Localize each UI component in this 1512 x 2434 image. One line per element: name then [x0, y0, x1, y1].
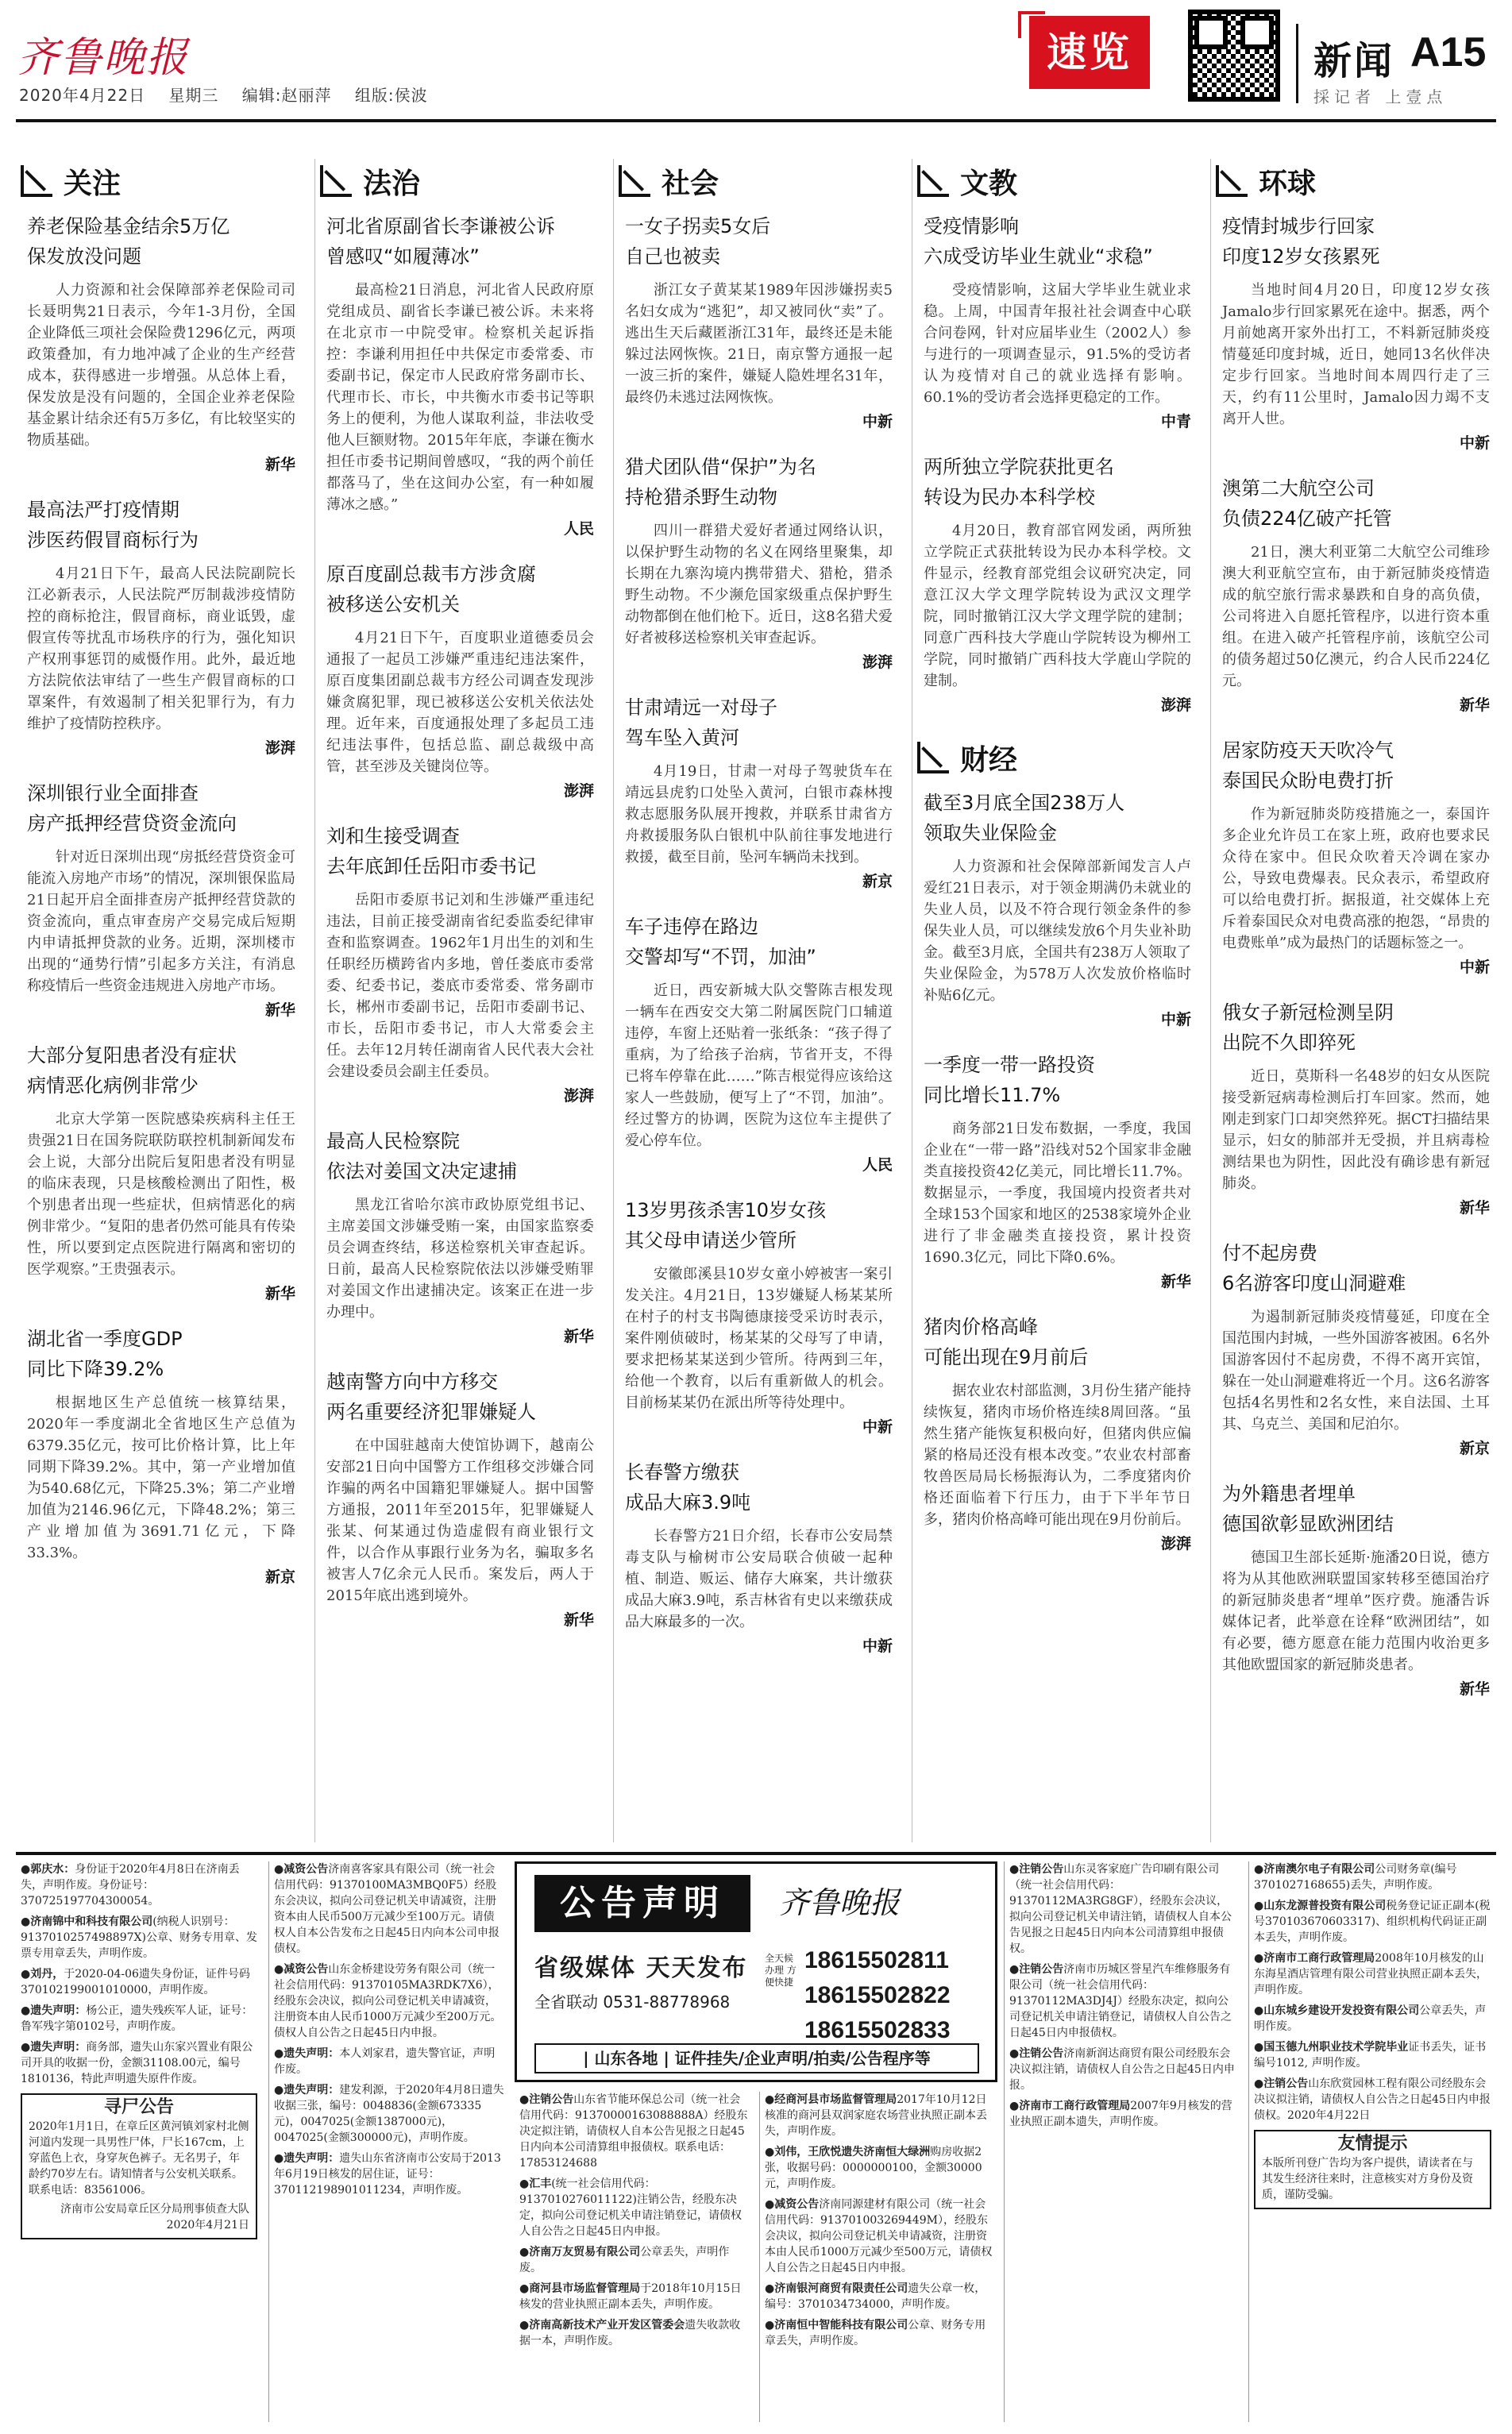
classified-item [765, 2281, 993, 2312]
notice-ad-box [515, 1861, 997, 2082]
story-source: 中新 [862, 1637, 893, 1655]
story-headline: 河北省原副省长李谦被公诉 曾感叹“如履薄冰” [326, 215, 555, 268]
story-body: 4月21日下午，百度职业道德委员会通报了一起员工涉嫌严重违纪违法案件，原百度集团副总裁韦方经公司调查发现涉嫌贪腐犯罪，现已被移送公安机关依法处理。近年来，百度通报处理了多起员工违纪违法事件，包括总监、副总裁级中高管，甚至涉及关键岗位等。 [326, 630, 594, 775]
classified-item-text: 证书丢失，证书编号1012, 声明作废。 [1254, 2041, 1487, 2069]
classified-item [1254, 1861, 1491, 1893]
story-source: 新华 [264, 1285, 295, 1302]
classified-item-text: 商务部，遗失山东家兴置业有限公司开具的收据一份，金额31108.00元，编号1810136，特此声明遗失原件作废。 [21, 2041, 253, 2085]
story-body: 四川一群猎犬爱好者通过网络认识，以保护野生动物的名义在网络里聚集，却长期在九寨沟境内携带猎犬、猎枪，猎杀野生动物。不少濒危国家级重点保护野生动物都倒在他们枪下。近日，这8名猎犬爱好者被移送检察机关审查起诉。 [625, 523, 893, 646]
classified-item [274, 1861, 505, 1957]
section-heading [16, 159, 302, 203]
story-source: 新京 [264, 1568, 295, 1586]
section-arrow-icon [1216, 165, 1248, 197]
qr-code-icon [1188, 10, 1280, 102]
classified-column-6 [1248, 1861, 1496, 2422]
news-story [27, 495, 295, 758]
story-source: 澎湃 [862, 654, 893, 671]
classified-item-text: 山东欣赏园林工程有限公司经股东会决议拟注销，请债权人自公告之日起45日内申报债权。2020年4月22日 [1254, 2077, 1491, 2122]
issue-info [19, 83, 446, 106]
classified-item-title: ●济南万友贸易有限公司 [519, 2246, 641, 2258]
story-source: 中新 [1459, 434, 1490, 452]
section-heading [1211, 159, 1496, 203]
classified-item-text: 山东省节能环保总公司（统一社会信用代码：91370000163088888A）经股东决定拟注销，请债权人自本公告见报之日起45日内向本公司清算组申报债权。联系电话：17853124688 [519, 2093, 748, 2170]
layout-credit: 组版:侯波 [354, 86, 428, 105]
story-headline: 一女子拐卖5女后 自己也被卖 [625, 215, 771, 268]
classified-item-title: ●遗失声明： [21, 2004, 87, 2017]
story-source: 澎湃 [563, 782, 594, 800]
story-headline: 刘和生接受调查 去年底卸任岳阳市委书记 [326, 825, 536, 878]
news-story [625, 912, 893, 1175]
classified-item-title: ●注销公告 [519, 2093, 574, 2106]
classified-item-title: ●刘伟，王欣悦遗失济南恒大绿洲 [765, 2146, 931, 2158]
classified-item-title: ●济南市工商行政管理局 [1009, 2100, 1131, 2112]
classified-item-text: 于2018年10月15日核发的营业执照正副本丢失，声明作废。 [519, 2282, 742, 2311]
news-story [27, 211, 295, 474]
story-source: 新京 [1459, 1440, 1490, 1457]
classified-item-text: 遗失山东省济南市公安局于2013年6月19日核发的居住证，证号：370112198901011234，声明作废。 [274, 2152, 501, 2197]
story-body: 黑龙江省哈尔滨市政协原党组书记、主席姜国文涉嫌受贿一案，由国家监察委员会调查终结，移送检察机关审查起诉。日前，最高人民检察院依法以涉嫌受贿罪对姜国文作出逮捕决定。该案正在进一步办理中。 [326, 1197, 594, 1321]
story-headline: 原百度副总裁韦方涉贪腐 被移送公安机关 [326, 563, 536, 615]
story-source: 人民 [862, 1156, 893, 1174]
classified-item [21, 1914, 257, 1961]
story-body: 针对近日深圳出现“房抵经营贷资金可能流入房地产市场”的情况，深圳银保监局21日起开启全面排查房产抵押经营贷款的资金流向，重点审查房产交易完成后短期内申请抵押贷款的业务。近期，深圳楼市出现的“通势行情”引起多方关注，有消息称疫情后一些资金违规进入房地产市场。 [27, 849, 295, 994]
classified-item [519, 2092, 748, 2171]
story-headline: 甘肃靖远一对母子 驾车坠入黄河 [625, 696, 777, 749]
news-story [924, 452, 1191, 715]
section-name: 新闻 [1313, 39, 1395, 83]
ad-footer: | 山东各地 | 证件挂失/企业声明/拍卖/公告程序等 [534, 2043, 979, 2073]
news-story [625, 692, 893, 891]
story-headline: 疫情封城步行回家 印度12岁女孩累死 [1222, 215, 1380, 268]
story-body: 在中国驻越南大使馆协调下，越南公安部21日向中国警方工作组移交涉嫌合同诈骗的两名中国籍犯罪嫌疑人。据中国警方通报，2011年至2015年，犯罪嫌疑人张某、何某通过伪造虚假有商业银行文件，以合作从事跟行业务为名，骗取多名被害人7亿余元人民币。案发后，两人于2015年底出逃到境外。 [326, 1437, 594, 1604]
classified-item-text: 本人刘家君，遗失警官证，声明作废。 [274, 2047, 496, 2076]
reporter-line: 採记者 上壹点 [1313, 87, 1448, 106]
classified-item-text: 遗失公章一枚，编号：3701034734000，声明作废。 [765, 2282, 986, 2311]
classified-item [765, 2197, 993, 2276]
story-headline: 猎犬团队借“保护”为名 持枪猎杀野生动物 [625, 456, 816, 508]
story-headline: 一季度一带一路投资 同比增长11.7% [924, 1054, 1095, 1106]
masthead-rule [16, 119, 1496, 122]
story-body: 受疫情影响，这届大学毕业生就业求稳。上周，中国青年报社社会调查中心联合问卷网，针对应届毕业生（2002人）参与进行的一项调查显示，91.5%的受访者认为疫情对自己的就业选择有影响。60.1%的受访者会选择更稳定的工作。 [924, 282, 1191, 406]
news-column [314, 159, 600, 1842]
news-column [613, 159, 899, 1842]
classified-item [765, 2317, 993, 2349]
story-body: 为遏制新冠肺炎疫情蔓延，印度在全国范围内封城，一些外国游客被困。6名外国游客因付不起房费，不得不离开宾馆，躲在一处山洞避难将近一个月。这6名游客包括4名男性和2名女性，来自法国、土耳其、乌克兰、美国和尼泊尔。 [1222, 1309, 1490, 1433]
story-source: 新华 [264, 456, 295, 473]
news-column [16, 159, 302, 1842]
classified-item-text: 山东金桥建设劳务有限公司（统一社会信用代码：91370105MA3RDK7X6），经股东会决议，拟向公司登记机关申请减资，注册资本由人民币1000万元减少至200万元。债权人自公告之日起45日内申报。 [274, 1963, 502, 2039]
classified-item-title: ●遗失声明： [274, 2084, 340, 2096]
classified-item [274, 2082, 505, 2146]
classified-item-title: ●注销公告 [1009, 1863, 1064, 1876]
story-headline: 13岁男孩杀害10岁女孩 其父母申请送少管所 [625, 1199, 827, 1252]
story-source: 中青 [1160, 413, 1191, 430]
story-source: 人民 [563, 520, 594, 538]
story-source: 澎湃 [264, 739, 295, 757]
classified-item-title: ●刘丹， [21, 1968, 64, 1981]
story-source: 新华 [563, 1611, 594, 1629]
story-body: 作为新冠肺炎防疫措施之一，泰国许多企业允许员工在家上班，政府也要求民众待在家中。但民众吹着天冷调在家办公，导致电费爆表。民众表示，希望政府可以给电费打折。据报道，社交媒体上充斥着泰国民众对电费高涨的抱怨，“昂贵的电费账单”成为最热门的话题标签之一。 [1222, 806, 1490, 951]
news-area [16, 159, 1496, 1842]
news-story [1222, 997, 1490, 1217]
page-number: A15 [1410, 29, 1487, 75]
masthead [0, 0, 1512, 119]
classified-column-1 [16, 1861, 262, 2422]
story-headline: 湖北省一季度GDP 同比下降39.2% [27, 1328, 183, 1380]
section-arrow-icon [917, 165, 949, 197]
classified-item-text: 2008年10月核发的山东海星酒店管理有限公司营业执照正副本丢失，声明作废。 [1254, 1952, 1487, 1996]
classified-item-text: 济南喜客家具有限公司（统一社会信用代码：91370100MA3MBQ0F5）经股东会决议，拟向公司登记机关申请减资，注册资本由人民币500万元减少至100万元。请债权人自本公告发布之日起45日内向本公司申报债权。 [274, 1863, 499, 1955]
classified-item-text: 于2020-04-06遗失身份证，证件号码370102199001010000，声明作废。 [21, 1968, 250, 1996]
ad-phone-list [804, 1943, 951, 2048]
classified-item-title: ●遗失声明： [21, 2041, 87, 2054]
classified-item-text: 2007年9月核发的营业执照正副本遗失，声明作废。 [1009, 2100, 1232, 2128]
news-story [326, 211, 594, 538]
story-source: 新华 [1459, 1680, 1490, 1698]
ad-slogan: 省级媒体 天天发布 [534, 1954, 748, 1982]
classified-item [274, 2150, 505, 2198]
classified-item [21, 1966, 257, 1998]
story-headline: 养老保险基金结余5万亿 保发放没问题 [27, 215, 230, 268]
ad-title: 公告声明 [534, 1875, 750, 1932]
classified-column-2 [268, 1861, 510, 2422]
classified-item [519, 2176, 748, 2239]
news-story [924, 788, 1191, 1029]
classified-column-4 [759, 2092, 997, 2422]
classified-item-title: ●减资公告 [274, 1863, 329, 1876]
news-story [625, 1457, 893, 1656]
classified-item-title: ●汇丰 [519, 2177, 552, 2190]
section-arrow-icon [320, 165, 352, 197]
news-story [27, 1040, 295, 1303]
classified-item-title: ●山东龙源普投资有限公司 [1254, 1900, 1387, 1912]
story-source: 新华 [1160, 1273, 1191, 1290]
classified-item [519, 2317, 748, 2349]
classified-item-title: ●经商河县市场监督管理局 [765, 2093, 897, 2106]
classified-item [21, 2003, 257, 2035]
story-body: 浙江女子黄某某1989年因涉嫌拐卖5名妇女成为“逃犯”，却又被同伙“卖”了。逃出生天后藏匿浙江31年，最终还是未能躲过法网恢恢。21日，南京警方通报一起一波三折的案件，嫌疑人隐姓埋名31年，最终仍未逃过法网恢恢。 [625, 282, 893, 406]
classified-item [1009, 2098, 1237, 2130]
classified-item [21, 1861, 257, 1909]
section-arrow-icon [21, 165, 52, 197]
news-story [924, 1312, 1191, 1553]
story-body: 人力资源和社会保障部新闻发言人卢爱红21日表示，对于领金期满仍未就业的失业人员，以及不符合现行领金条件的参保失业人员，可以继续发放6个月失业补助金。截至3月底，全国共有238万人领取了失业保险金，为578万人次发放价格临时补贴6亿元。 [924, 858, 1191, 1004]
story-body: 4月19日，甘肃一对母子驾驶货车在靖远县虎豹口处坠入黄河，白银市森林搜救志愿服务队展开搜救，并联系甘肃省方舟救援服务队白银机中队前往事发地进行救援，截至目前，坠河车辆尚未找到。 [625, 763, 893, 866]
classified-item [1254, 1898, 1491, 1946]
story-source: 中新 [862, 413, 893, 430]
section-heading-text: 社会 [662, 167, 719, 200]
section-arrow-icon [619, 165, 650, 197]
classified-item-title: ●山东城乡建设开发投资有限公司 [1254, 2004, 1420, 2017]
story-headline: 最高人民检察院 依法对姜国文决定逮捕 [326, 1130, 517, 1182]
story-headline: 长春警方缴获 成品大麻3.9吨 [625, 1461, 751, 1514]
classified-item-text: 遗失收款收据一本，声明作废。 [519, 2319, 741, 2347]
section-heading [315, 159, 600, 203]
news-story [326, 821, 594, 1105]
news-story [326, 1126, 594, 1346]
classified-item-title: ●郭庆水： [21, 1863, 75, 1876]
news-story [625, 1195, 893, 1437]
story-source: 新华 [264, 1001, 295, 1019]
story-headline: 最高法严打疫情期 涉医药假冒商标行为 [27, 499, 199, 551]
story-body: 据农业农村部监测，3月份生猪产能持续恢复，猪肉市场价格连续8周回落。“虽然生猪产能恢复积极向好，但猪肉供应偏紧的格局还没有根本改变。”农业农村部畜牧兽医局局长杨振海认为，二季度猪肉价格还面临着下行压力，由于下半年节日多，猪肉价格高峰可能出现在9月份前后。 [924, 1383, 1191, 1528]
news-story [326, 1367, 594, 1630]
classified-item-text: 身份证于2020年4月8日在济南丢失，声明作废。身份证号：370725197704300054。 [21, 1863, 240, 1907]
classified-item [1009, 1961, 1237, 2041]
issue-weekday: 星期三 [168, 86, 219, 105]
story-headline: 越南警方向中方移交 两名重要经济犯罪嫌疑人 [326, 1371, 536, 1423]
classified-item [21, 2039, 257, 2087]
classified-item-title: ●济南澳尔电子有限公司 [1254, 1863, 1375, 1876]
story-body: 长春警方21日介绍，长春市公安局禁毒支队与榆树市公安局联合侦破一起种植、制造、贩运、储存大麻案，共计缴获成品大麻3.9吨，系吉林省有史以来缴获成品大麻最多的一次。 [625, 1528, 893, 1630]
classified-item [1009, 2046, 1237, 2093]
ad-mini-note: 全天候办理 方便快捷 [765, 1953, 796, 1988]
classified-item-text: 济南新润达商贸有限公司经股东会决议拟注销，请债权人自公告之日起45日内申报。 [1009, 2047, 1235, 2092]
news-story [27, 1324, 295, 1587]
news-story [1222, 1479, 1490, 1699]
ad-hotline: 全省联动 0531-88778968 [534, 1992, 731, 2012]
story-headline: 受疫情影响 六成受访毕业生就业“求稳” [924, 215, 1153, 268]
section-heading-text: 关注 [64, 167, 122, 200]
classified-rule [16, 1852, 1496, 1855]
classified-item-title: ●遗失声明： [274, 2152, 340, 2165]
newspaper-logo: 齐鲁晚报 [17, 34, 190, 82]
friendly-tip-box [1254, 2130, 1491, 2209]
story-body: 安徽郎溪县10岁女童小婷被害一案引发关注。4月21日，13岁嫌疑人杨某某所在村子的村支书陶德康接受采访时表示，案件刚侦破时，杨某某的父母写了申请，要求把杨某某送到少管所。待两到三年，给他一个教育，以后有重新做人的机会。目前杨某某仍在派出所等待处理中。 [625, 1266, 893, 1411]
classified-item-title: ●注销公告 [1254, 2077, 1309, 2090]
story-source: 澎湃 [563, 1087, 594, 1105]
news-story [924, 1050, 1191, 1291]
news-column [912, 159, 1198, 1842]
ad-phone: 18615502822 [804, 1982, 951, 2008]
story-headline: 车子违停在路边 交警却写“不罚，加油” [625, 916, 816, 968]
story-body: 4月21日下午，最高人民法院副院长江必新表示，人民法院严厉制裁涉疫情防控的商标抢注，假冒商标，商业诋毁，虚假宣传等扰乱市场秩序的行为，强化知识产权刑事惩罚的威慑作用。此外，最近地方法院依法审结了一些生产假冒商标的口罩案件，有效遏制了相关犯罪行为，有力维护了疫情防控秩序。 [27, 565, 295, 732]
classified-item-title: ●国玉德九州职业技术学院毕业 [1254, 2041, 1409, 2054]
news-story [924, 211, 1191, 431]
story-body: 近日，莫斯科一名48岁的妇女从医院接受新冠病毒检测后打车回家。然而，她刚走到家门口却突然猝死。据CT扫描结果显示，妇女的肺部并无受损，并且病毒检测结果也为阴性，因此没有确诊患有新冠肺炎。 [1222, 1068, 1490, 1192]
classified-item-title: ●济南锦中和科技有限公司 [21, 1915, 153, 1928]
classified-item-title: ●减资公告 [274, 1963, 329, 1976]
express-tag: 速览 [1029, 16, 1150, 89]
classified-item-text: 公章丢失，声明作废。 [519, 2246, 730, 2274]
story-headline: 澳第二大航空公司 负债224亿破产托管 [1222, 477, 1392, 530]
story-body: 21日，澳大利亚第二大航空公司维珍澳大利亚航空宣布，由于新冠肺炎疫情造成的航空旅行需求暴跌和自身的高负债，公司将进入自愿托管程序，以进行资本重组。在进入破产托管程序前，该航空公司的债务超过50亿澳元，约合人民币224亿元。 [1222, 544, 1490, 689]
news-story [1222, 211, 1490, 453]
story-headline: 居家防疫天天吹冷气 泰国民众盼电费打折 [1222, 739, 1394, 792]
story-headline: 截至3月底全国238万人 领取失业保险金 [924, 792, 1125, 844]
story-body: 商务部21日发布数据，一季度，我国企业在“一带一路”沿线对52个国家非金融类直接投资42亿美元，同比增长11.7%。数据显示，一季度，我国境内投资者共对全球153个国家和地区的2538家境外企业进行了非金融类直接投资，累计投资1690.3亿元，同比下降0.6%。 [924, 1121, 1191, 1266]
news-story [1222, 735, 1490, 977]
story-headline: 两所独立学院获批更名 转设为民办本科学校 [924, 456, 1114, 508]
news-story [1222, 1238, 1490, 1458]
classified-item-title: ●注销公告 [1009, 1963, 1064, 1976]
classified-item [1254, 2003, 1491, 2035]
story-headline: 深圳银行业全面排查 房产抵押经营贷资金流向 [27, 782, 237, 835]
story-body: 根据地区生产总值统一核算结果，2020年一季度湖北全省地区生产总值为6379.35亿元，按可比价格计算，比上年同期下降39.2%。其中，第一产业增加值为540.68亿元，下降25.3%；第二产业增加值为2146.96亿元，下降48.2%；第三产业增加值为3691.71亿元，下降33.3%。 [27, 1394, 295, 1561]
story-body: 4月20日，教育部官网发函，两所独立学院正式获批转设为民办本科学校。文件显示，经教育部党组会议研究决定，同意江汉大学文理学院转设为武汉文理学院，同时撤销江汉大学文理学院的建制；同意广西科技大学鹿山学院转设为柳州工学院，同时撤销广西科技大学鹿山学院的建制。 [924, 523, 1191, 689]
story-body: 最高检21日消息，河北省人民政府原党组成员、副省长李谦已被公诉。未来将在北京市一中院受审。检察机关起诉指控：李谦利用担任中共保定市委常委、市委副书记，保定市人民政府常务副市长、代理市长、市长，中共衡水市委书记等职务上的便利，为他人谋取利益，非法收受他人巨额财物。2015年年底，李谦在衡水担任市委书记期间曾感叹，“我的两个前任都落马了，坐在这间办公室，有一种如履薄冰之感。” [326, 282, 594, 513]
section-heading [614, 159, 899, 203]
section-heading [912, 159, 1198, 203]
classified-item-text: 公司财务章(编号3701027168655)丢失，声明作废。 [1254, 1863, 1457, 1892]
classified-item [765, 2092, 993, 2139]
ad-phone: 18615502811 [804, 1947, 949, 1973]
classified-item-text: 购房收据2张，收据号码：0000000100，金额30000元，声明作废。 [765, 2146, 982, 2190]
classified-item-text: (纳税人识别号：9137010257498897X)公章、财务专用章、发票专用章丢失，声明作废。 [21, 1915, 257, 1960]
classified-item-text: 公章丢失，声明作废。 [1254, 2004, 1487, 2033]
classified-item-text: (统一社会信用代码：9137010276011122)注销公告，经股东决定，拟向公司登记机关申请注销登记，请债权人自公告之日起45日内申报。 [519, 2177, 742, 2238]
story-body: 北京大学第一医院感染疾病科主任王贵强21日在国务院联防联控机制新闻发布会上说，大部分出院后复阳患者没有明显的临床表现，只是核酸检测出了阳性，极个别患者出现一些症状，但病情恶化的病例非常少。“复阳的患者仍然可能具有传染性，所以要到定点医院进行隔离和密切的医学观察。”王贵强表示。 [27, 1111, 295, 1278]
news-story [625, 211, 893, 431]
classified-item [519, 2281, 748, 2312]
seeking-notice [21, 2093, 257, 2239]
section-arrow-icon [917, 742, 949, 773]
classified-item-text: 山东灵客家庭广告印刷有限公司（统一社会信用代码：91370112MA3RG8GF），经股东会决议，拟向公司登记机关申请注销，请债权人自本公告见报之日起45日内向本公司清算组申报债权。 [1009, 1863, 1232, 1955]
classified-item-title: ●商河县市场监督管理局 [519, 2282, 641, 2295]
section-heading-text: 财经 [960, 743, 1018, 777]
section-heading [912, 735, 1198, 780]
ad-logo: 齐鲁晚报 [779, 1885, 901, 1920]
classified-item-text: 建发利源，于2020年4月8日遗失收据三张，编号：0048836(金额673335元)，0047025(金额1387000元)，0047025(金额300000元)，声明作废。 [274, 2084, 504, 2144]
notice-title: 寻尸公告 [103, 2097, 174, 2117]
story-source: 新京 [862, 873, 893, 890]
story-body: 近日，西安新城大队交警陈吉根发现一辆车在西安交大第二附属医院门口辅道违停，车窗上还贴着一张纸条：“孩子得了重病，为了给孩子治病，节省开支，不得已将车停靠在此……”陈吉根觉得应该给这家人一些鼓励，便写上了“不罚，加油”。经过警方的协调，医院为这位车主提供了爱心停车位。 [625, 982, 893, 1149]
classified-item [274, 2046, 505, 2077]
classified-item-title: ●济南市工商行政管理局 [1254, 1952, 1375, 1965]
story-headline: 付不起房费 6名游客印度山洞避难 [1222, 1242, 1406, 1294]
classified-item-title: ●济南高新技术产业开发区管委会 [519, 2319, 685, 2332]
ad-phone: 18615502833 [804, 2017, 951, 2043]
header-divider [1296, 24, 1298, 103]
story-headline: 为外籍患者埋单 德国欲彰显欧洲团结 [1222, 1483, 1394, 1535]
classified-item-text: 公章、财务专用章丢失，声明作废。 [765, 2319, 986, 2347]
classified-column-3 [515, 2092, 753, 2422]
editor-credit: 编辑:赵丽萍 [241, 86, 332, 105]
news-story [625, 452, 893, 672]
classified-item-title: ●减资公告 [765, 2198, 820, 2211]
classified-item-text: 2017年10月12日核准的商河县双润家庭农场营业执照正副本丢失，声明作废。 [765, 2093, 987, 2138]
section-heading-text: 环球 [1259, 167, 1317, 200]
story-headline: 猪肉价格高峰 可能出现在9月前后 [924, 1316, 1089, 1368]
classified-item-title: ●遗失声明： [274, 2047, 340, 2060]
friendly-tip-body: 本版所刊登广告均为客户提供，请读者在与其发生经济往来时，注意核实对方身份及资质，谨防受骗。 [1262, 2157, 1473, 2201]
classified-item-title: ●济南恒中智能科技有限公司 [765, 2319, 908, 2332]
classified-item-text: 杨公正，遗失残疾军人证，证号：鲁军残字第0102号，声明作废。 [21, 2004, 253, 2033]
story-source: 澎湃 [1160, 696, 1191, 714]
news-story [1222, 473, 1490, 715]
section-heading-text: 文教 [960, 167, 1018, 200]
story-source: 新华 [1459, 1199, 1490, 1217]
classified-item [765, 2144, 993, 2192]
story-source: 中新 [1160, 1011, 1191, 1028]
classified-column-5 [1004, 1861, 1242, 2422]
friendly-tip-title: 友情提示 [1337, 2134, 1408, 2154]
classified-item [274, 1961, 505, 2041]
classifieds-area [16, 1861, 1496, 2422]
news-column [1210, 159, 1496, 1842]
classified-item [1254, 2039, 1491, 2071]
classified-item-text: 济南市历城区誉星汽车维修服务有限公司（统一社会信用代码：91370112MA3DJ4J）经股东决定，拟向公司登记机关申请注销登记，请债权人自公告之日起45日内申报债权。 [1009, 1963, 1232, 2039]
classified-item [1254, 1950, 1491, 1998]
issue-date: 2020年4月22日 [19, 86, 146, 105]
classified-item [1009, 1861, 1237, 1957]
classified-item [1254, 2076, 1491, 2123]
news-story [326, 559, 594, 800]
story-source: 新华 [1459, 696, 1490, 714]
story-headline: 大部分复阳患者没有症状 病情恶化病例非常少 [27, 1044, 237, 1097]
story-source: 澎湃 [1160, 1535, 1191, 1553]
story-body: 人力资源和社会保障部养老保险司司长聂明隽21日表示，今年1-3月份，全国企业降低三项社会保险费1296亿元，两项政策叠加，有力地冲减了企业的生产经营成本，获得感进一步增强。从总体上看，保发放是没有问题的，全国企业养老保险基金累计结余还有5万多亿，有比较坚实的物质基础。 [27, 282, 295, 449]
classified-item [519, 2244, 748, 2276]
story-source: 新华 [563, 1328, 594, 1345]
story-body: 当地时间4月20日，印度12岁女孩Jamalo步行回家累死在途中。据悉，两个月前她离开家外出打工，不料新冠肺炎疫情蔓延印度封城，近日，她同13名伙伴决定步行回家。当地时间本周四行走了三天，约有11公里时，Jamalo因力竭不支离开人世。 [1222, 282, 1490, 427]
story-source: 中新 [1459, 959, 1490, 976]
classified-item-title: ●济南银河商贸有限责任公司 [765, 2282, 908, 2295]
story-source: 中新 [862, 1418, 893, 1436]
story-body: 岳阳市委原书记刘和生涉嫌严重违纪违法，目前正接受湖南省纪委监委纪律审查和监察调查。1962年1月出生的刘和生任职经历横跨省内多地，曾任娄底市委常委、纪委书记，娄底市委常委、常务副市长，郴州市委副书记，岳阳市委副书记、市长，岳阳市委书记，市人大常委会主任。去年12月转任湖南省人民代表大会社会建设委员会副主任委员。 [326, 892, 594, 1080]
classified-item-text: 济南同源建材有限公司（统一社会信用代码：913701003269449M），经股东会决议，拟向公司登记机关申请减资，注册资本由人民币1000万元减少至500万元，请债权人自公告之日起45日内申报。 [765, 2198, 993, 2274]
notice-signature: 济南市公安局章丘区分局刑事侦查大队 2020年4月21日 [60, 2203, 249, 2231]
news-story [27, 778, 295, 1020]
classified-item-text: 税务登记证正副本(税号370103670603317)、组织机构代码证正副本丢失，声明作废。 [1254, 1900, 1491, 1944]
story-headline: 俄女子新冠检测呈阴 出院不久即猝死 [1222, 1001, 1394, 1054]
notice-body: 2020年1月1日，在章丘区黄河镇刘家村北侧河道内发现一具男性尸体，尸长167cm，上穿蓝色上衣，身穿灰色裤子。无名男子，年龄约70岁左右。请知情者与公安机关联系。联系电话：83561006。 [29, 2120, 249, 2197]
classified-item-title: ●注销公告 [1009, 2047, 1064, 2060]
story-body: 德国卫生部长延斯·施潘20日说，德方将为从其他欧洲联盟国家转移至德国治疗的新冠肺炎患者“埋单”医疗费。施潘告诉媒体记者，此举意在诠释“欧洲团结”，如有必要，德方愿意在能力范围内收治更多其他欧盟国家的新冠肺炎患者。 [1222, 1549, 1490, 1673]
section-heading-text: 法治 [363, 167, 421, 200]
